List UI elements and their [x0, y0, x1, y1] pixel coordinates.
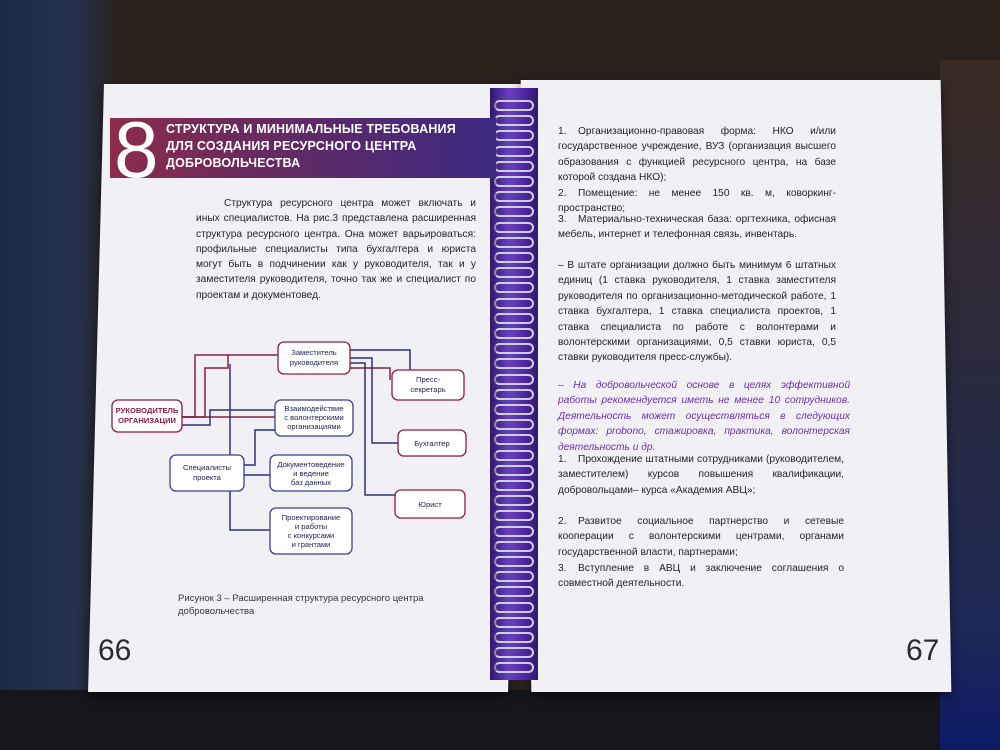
coil-ring	[494, 374, 534, 385]
coil-ring	[494, 495, 534, 506]
coil-ring	[494, 617, 534, 628]
item-index: 1.	[558, 126, 567, 137]
grants-label: с конкурсами	[287, 531, 335, 540]
coil-ring	[494, 404, 534, 415]
records-label: Документоведение	[277, 460, 345, 469]
connector-line	[182, 355, 228, 417]
page-number-left: 66	[98, 634, 132, 667]
head-label: РУКОВОДИТЕЛЬ	[115, 406, 179, 415]
item-text: Помещение: не менее 150 кв. м, коворкинг-пространство;	[558, 188, 836, 215]
coil-ring	[494, 571, 534, 582]
figure-caption	[178, 592, 478, 618]
records-label: баз данных	[290, 478, 332, 487]
head-label: ОРГАНИЗАЦИИ	[118, 416, 176, 425]
grants-label: и работы	[294, 522, 328, 531]
item-index: 3.	[558, 214, 567, 225]
volunteer-relations-label: Взаимодействие	[284, 404, 344, 413]
coil-ring	[494, 222, 534, 233]
coil-ring	[494, 541, 534, 552]
item-index: 3.	[558, 563, 567, 574]
coil-ring	[494, 419, 534, 430]
requirement-item	[558, 212, 836, 243]
chapter-title-line: ДЛЯ СОЗДАНИЯ РЕСУРСНОГО ЦЕНТРА	[166, 139, 417, 153]
press-label: Пресс-	[415, 375, 441, 384]
chapter-title-line: ДОБРОВОЛЬЧЕСТВА	[166, 156, 301, 170]
connector-line	[230, 490, 270, 530]
coil-ring	[494, 130, 534, 141]
item-text: Материально-техническая база: оргтехника, офисная мебель, интернет и телефонная связь, инвентарь.	[558, 214, 836, 241]
connector-line	[350, 350, 410, 370]
chapter-number: 8	[114, 105, 159, 194]
project-specialists-label: проекта	[193, 473, 221, 482]
item-text: Вступление в АВЦ и заключение соглашения о совместной деятельности.	[558, 563, 844, 590]
development-item	[558, 452, 844, 498]
caption-line: добровольчества	[178, 606, 255, 617]
grants-label: Проектирование	[281, 513, 341, 522]
chapter-title	[166, 121, 486, 172]
background-fabric-bottom	[0, 690, 1000, 750]
coil-ring	[494, 480, 534, 491]
deputy-label: руководителя	[289, 358, 339, 367]
intro-paragraph: Структура ресурсного центра может включать и иных специалистов. На рис.3 представлена расширенная структура ресурсного центра. Она может варьироваться: профильные специалисты типа бухгалтера и юриста могут быть в подчинении как у руководителя, так и у заместителя руководителя, точно так же и специалист по проектам и документовед.	[196, 198, 476, 301]
press-label: секретарь	[410, 385, 446, 394]
coil-ring	[494, 602, 534, 613]
deputy-label: Заместитель	[291, 348, 337, 357]
coil-ring	[494, 115, 534, 126]
volunteer-relations-label: организациями	[287, 422, 341, 431]
page-number-right: 67	[906, 634, 940, 667]
item-index: 1.	[558, 454, 567, 465]
coil-ring	[494, 298, 534, 309]
volunteer-staff-paragraph: – На добровольческой основе в целях эффективной работы рекомендуется иметь не менее 10 сотрудников. Деятельность может осуществляться в следующих формах: probono, стажировка, практика, волонтерская деятельность и др.	[558, 380, 850, 453]
coil-ring	[494, 465, 534, 476]
coil-ring	[494, 206, 534, 217]
item-index: 2.	[558, 516, 567, 527]
item-text: Развитое социальное партнерство и сетевые кооперации с волонтерскими центрами, органами государственной власти, партнерами;	[558, 516, 844, 558]
coil-ring	[494, 434, 534, 445]
item-index: 2.	[558, 188, 567, 199]
coil-ring	[494, 176, 534, 187]
item-text: Прохождение штатными сотрудниками (руководителем, заместителем) курсов повышения квалификации, добровольцами– курса «Академия АВЦ»;	[558, 454, 844, 496]
coil-ring	[494, 237, 534, 248]
connector-line	[350, 358, 398, 443]
coil-ring	[494, 450, 534, 461]
volunteer-relations-label: с волонтерскими	[284, 413, 344, 422]
coil-ring	[494, 510, 534, 521]
coil-ring	[494, 161, 534, 172]
coil-ring	[494, 146, 534, 157]
development-item	[558, 561, 844, 592]
coil-ring	[494, 389, 534, 400]
coil-ring	[494, 191, 534, 202]
structure-diagram	[110, 330, 490, 580]
coil-ring	[494, 100, 534, 111]
project-specialists-label: Специалисты	[182, 463, 232, 472]
coil-ring	[494, 267, 534, 278]
coil-ring	[494, 632, 534, 643]
connector-line	[350, 368, 390, 380]
coil-ring	[494, 358, 534, 369]
records-label: и ведение	[293, 469, 329, 478]
chapter-title-line: СТРУКТУРА И МИНИМАЛЬНЫЕ ТРЕБОВАНИЯ	[166, 122, 456, 136]
coil-ring	[494, 556, 534, 567]
staff-paragraph: – В штате организации должно быть минимум 6 штатных единиц (1 ставка руководителя, 1 ставка заместителя руководителя по организационно-методической работе, 1 ставка бухгалтера, 1 ставка специалиста проектов, 1 ставка специалиста по работе с волонтерами и волонтерскими организациями, 0,5 ставки юриста, 0,5 ставки руководителя пресс-службы).	[558, 260, 836, 364]
coil-ring	[494, 343, 534, 354]
grants-label: и грантами	[291, 540, 331, 549]
coil-ring	[494, 252, 534, 263]
requirement-item	[558, 124, 836, 186]
coil-ring	[494, 526, 534, 537]
coil-ring	[494, 328, 534, 339]
item-text: Организационно-правовая форма: НКО и/или государственное учреждение, ВУЗ (организация высшего образования с функцией ресурсного центра, на базе которой создана НКО);	[558, 126, 836, 184]
coil-ring	[494, 586, 534, 597]
coil-ring	[494, 282, 534, 293]
coil-ring	[494, 662, 534, 673]
accountant-label: Бухгалтер	[414, 439, 450, 448]
development-item	[558, 514, 844, 560]
lawyer-label: Юрист	[418, 500, 442, 509]
coil-ring	[494, 313, 534, 324]
caption-line: Рисунок 3 – Расширенная структура ресурсного центра	[178, 593, 424, 604]
coil-ring	[494, 647, 534, 658]
